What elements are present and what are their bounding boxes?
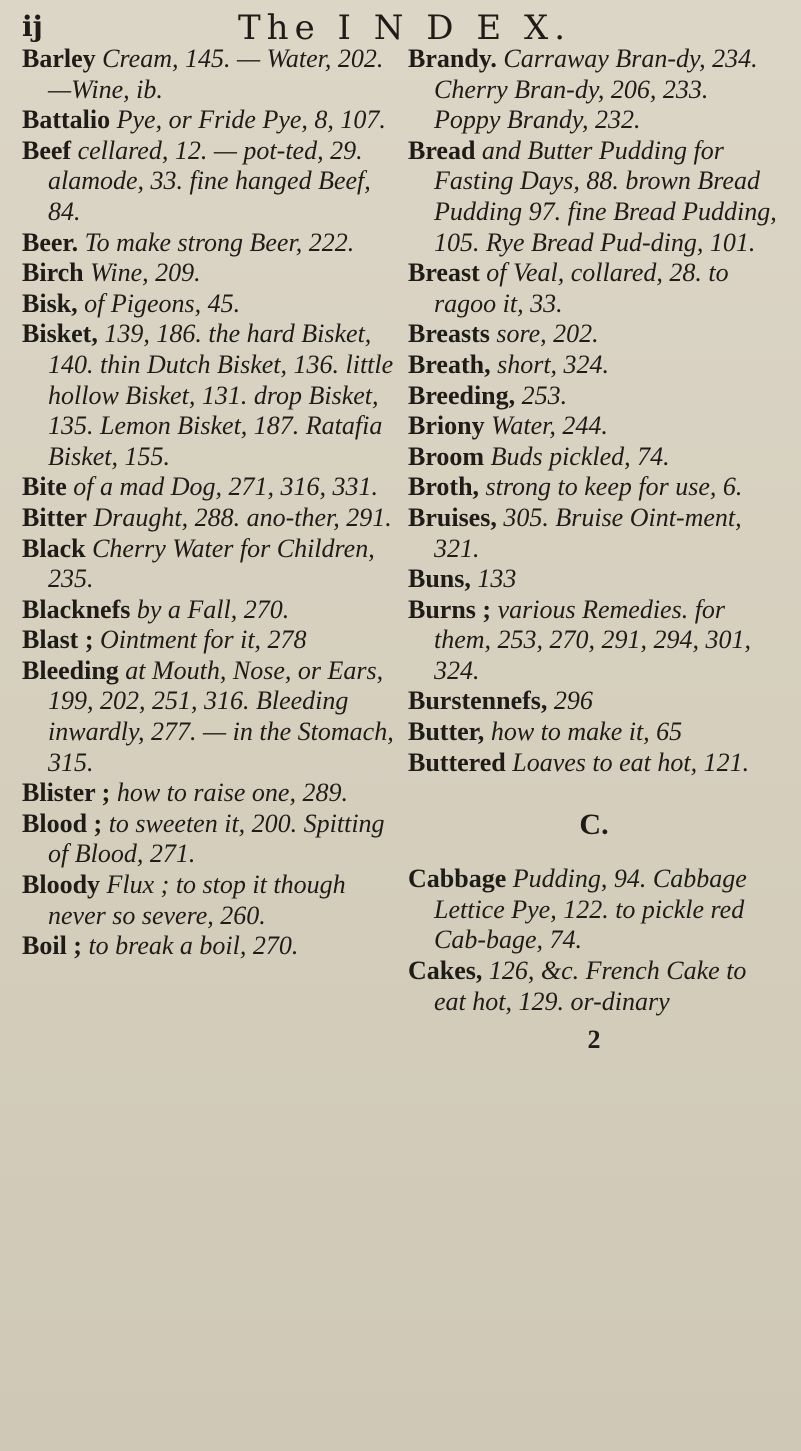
entry-text: Wine, 209. bbox=[83, 258, 201, 288]
index-entry bbox=[408, 717, 780, 748]
index-entry bbox=[408, 136, 780, 258]
index-entry bbox=[408, 956, 780, 1017]
entry-headword: Bruises, bbox=[408, 502, 497, 532]
page-header bbox=[0, 6, 801, 48]
entry-text: various Remedies. for them, 253, 270, 291, 294, 301, 324. bbox=[434, 594, 752, 685]
entry-headword: Birch bbox=[22, 258, 84, 288]
entry-text: Cream, 145. — Water, 202.—Wine, ib. bbox=[48, 44, 384, 104]
entry-headword: Blood ; bbox=[22, 808, 103, 838]
entry-text: by a Fall, 270. bbox=[130, 594, 290, 624]
index-entry bbox=[408, 319, 780, 350]
entry-headword: Bisk, bbox=[22, 288, 78, 318]
entry-headword: Breasts bbox=[408, 319, 490, 349]
index-entry bbox=[22, 503, 394, 534]
index-entry bbox=[22, 472, 394, 503]
entry-headword: Breast bbox=[408, 258, 480, 288]
entry-headword: Cakes, bbox=[408, 956, 483, 986]
entry-headword: Breeding, bbox=[408, 380, 516, 410]
index-entry bbox=[22, 656, 394, 778]
entry-text: to sweeten it, 200. Spitting of Blood, 271. bbox=[48, 808, 385, 869]
index-entry bbox=[408, 350, 780, 381]
index-entry bbox=[22, 289, 394, 320]
entry-headword: Brandy. bbox=[408, 44, 497, 73]
entry-headword: Battalio bbox=[22, 105, 111, 135]
entry-text: 296 bbox=[547, 686, 593, 716]
entry-text: 253. bbox=[515, 380, 568, 410]
entry-text: 139, 186. the hard Bisket, 140. thin Dutch Bisket, 136. little hollow Bisket, 131. drop Bisket, 135. Lemon Bisket, 187. Ratafia Bisket, 155. bbox=[48, 319, 394, 471]
entry-headword: Black bbox=[22, 533, 86, 563]
index-column-right bbox=[408, 44, 780, 1055]
entry-headword: Burstennefs, bbox=[408, 686, 548, 716]
entry-text: 305. Bruise Oint-ment, 321. bbox=[434, 502, 742, 563]
entry-text: Pye, or Fride Pye, 8, 107. bbox=[110, 105, 386, 135]
entry-text: of Veal, collared, 28. to ragoo it, 33. bbox=[434, 258, 729, 318]
index-entry bbox=[408, 686, 780, 717]
entry-text: Loaves to eat hot, 121. bbox=[505, 747, 750, 777]
entry-headword: Buns, bbox=[408, 564, 471, 594]
entry-text: and Butter Pudding for Fasting Days, 88. brown Bread Pudding 97. fine Bread Pudding, 105. Rye Bread Pud-ding, 101. bbox=[434, 135, 777, 257]
index-entry bbox=[408, 503, 780, 564]
index-entry bbox=[408, 564, 780, 595]
entry-text: Pudding, 94. Cabbage Lettice Pye, 122. to pickle red Cab-bage, 74. bbox=[434, 864, 747, 955]
entry-headword: Buttered bbox=[408, 747, 506, 777]
index-entry bbox=[22, 258, 394, 289]
index-entry bbox=[22, 534, 394, 595]
entry-headword: Bitter bbox=[22, 502, 87, 532]
entry-text: how to raise one, 289. bbox=[110, 778, 348, 808]
entry-headword: Bleeding bbox=[22, 655, 119, 685]
entry-text: Draught, 288. ano-ther, 291. bbox=[86, 502, 392, 532]
index-entry bbox=[408, 472, 780, 503]
entry-text: cellared, 12. — pot-ted, 29. alamode, 33. fine hanged Beef, 84. bbox=[48, 135, 371, 226]
signature-mark: 2 bbox=[587, 1025, 601, 1055]
entry-text: Water, 244. bbox=[484, 411, 608, 441]
index-entry bbox=[22, 228, 394, 259]
entry-text: at Mouth, Nose, or Ears, 199, 202, 251, 316. Bleeding inwardly, 277. — in the Stomach, 315. bbox=[48, 655, 394, 777]
entry-text: of a mad Dog, 271, 316, 331. bbox=[66, 472, 379, 502]
index-entry bbox=[408, 748, 780, 779]
entry-text: sore, 202. bbox=[489, 319, 599, 349]
index-entry bbox=[22, 625, 394, 656]
entry-text: how to make it, 65 bbox=[484, 717, 683, 747]
entry-headword: Burns ; bbox=[408, 594, 492, 624]
entry-text: Flux ; to stop it though never so severe, 260. bbox=[48, 870, 346, 930]
index-entry bbox=[408, 595, 780, 687]
entry-headword: Beef bbox=[22, 135, 72, 165]
entry-headword: Bisket, bbox=[22, 319, 98, 349]
entry-headword: Butter, bbox=[408, 717, 485, 747]
entry-text: short, 324. bbox=[490, 349, 610, 379]
entry-text: Ointment for it, 278 bbox=[93, 625, 307, 655]
section-letter: C. bbox=[579, 808, 609, 842]
entry-headword: Blast ; bbox=[22, 625, 94, 655]
entry-headword: Blacknefs bbox=[22, 594, 131, 624]
entry-text: 126, &c. French Cake to eat hot, 129. or-dinary bbox=[434, 956, 747, 1016]
entry-headword: Beer. bbox=[22, 227, 79, 257]
index-entry bbox=[22, 595, 394, 626]
index-entry bbox=[408, 411, 780, 442]
entry-text: Carraway Bran-dy, 234. Cherry Bran-dy, 206, 233. Poppy Brandy, 232. bbox=[434, 44, 758, 135]
index-entry bbox=[408, 381, 780, 412]
index-entry bbox=[22, 319, 394, 472]
entry-text: strong to keep for use, 6. bbox=[479, 472, 743, 502]
entry-headword: Boil ; bbox=[22, 931, 82, 961]
entry-headword: Barley bbox=[22, 44, 96, 73]
entry-text: Cherry Water for Children, 235. bbox=[48, 533, 375, 594]
index-entry bbox=[22, 44, 394, 105]
entry-headword: Briony bbox=[408, 411, 485, 441]
entry-text: To make strong Beer, 222. bbox=[78, 227, 355, 257]
entry-text: Buds pickled, 74. bbox=[484, 441, 670, 471]
index-entries-c bbox=[408, 864, 780, 1017]
index-entry bbox=[408, 44, 780, 136]
entry-headword: Breath, bbox=[408, 349, 491, 379]
index-entries-b bbox=[408, 44, 780, 778]
index-entry bbox=[408, 864, 780, 956]
entry-headword: Bloody bbox=[22, 870, 101, 900]
page-title: The I N D E X. bbox=[238, 8, 572, 48]
entry-text: of Pigeons, 45. bbox=[77, 288, 241, 318]
index-entry bbox=[22, 778, 394, 809]
index-entry bbox=[22, 870, 394, 931]
entry-headword: Broom bbox=[408, 441, 485, 471]
entry-headword: Bite bbox=[22, 472, 67, 502]
page-number: ij bbox=[22, 10, 43, 43]
index-entry bbox=[22, 105, 394, 136]
entry-text: to break a boil, 270. bbox=[81, 931, 299, 961]
index-entry bbox=[22, 809, 394, 870]
index-entry bbox=[22, 136, 394, 228]
index-column-left bbox=[22, 44, 394, 962]
entry-headword: Blister ; bbox=[22, 778, 111, 808]
entry-headword: Cabbage bbox=[408, 864, 507, 894]
entry-text: 133 bbox=[470, 564, 517, 594]
entry-headword: Broth, bbox=[408, 472, 480, 502]
index-entry bbox=[22, 931, 394, 962]
entry-headword: Bread bbox=[408, 135, 476, 165]
index-entry bbox=[408, 442, 780, 473]
index-entry bbox=[408, 258, 780, 319]
